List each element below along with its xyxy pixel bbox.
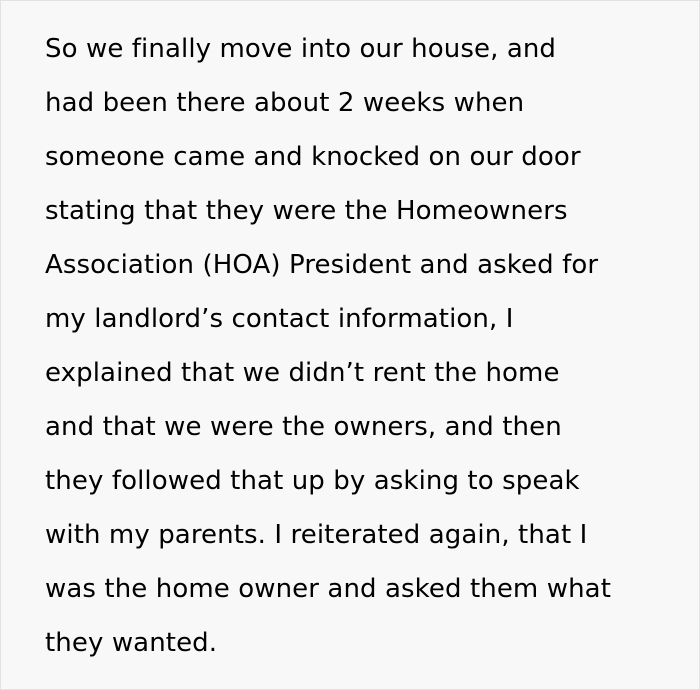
story-line: with my parents. I reiterated again, that I (45, 520, 588, 550)
story-line: stating that they were the Homeowners (45, 196, 568, 226)
story-paragraph (45, 22, 685, 670)
story-line: and that we were the owners, and then (45, 412, 562, 442)
story-line: had been there about 2 weeks when (45, 88, 525, 118)
story-line: So we finally move into our house, and (45, 34, 557, 64)
story-line: was the home owner and asked them what (45, 574, 611, 604)
story-line: my landlord’s contact information, I (45, 304, 514, 334)
story-line: someone came and knocked on our door (45, 142, 581, 172)
story-line: they followed that up by asking to speak (45, 466, 580, 496)
story-line: they wanted. (45, 628, 218, 658)
story-line: Association (HOA) President and asked for (45, 250, 599, 280)
story-line: explained that we didn’t rent the home (45, 358, 560, 388)
